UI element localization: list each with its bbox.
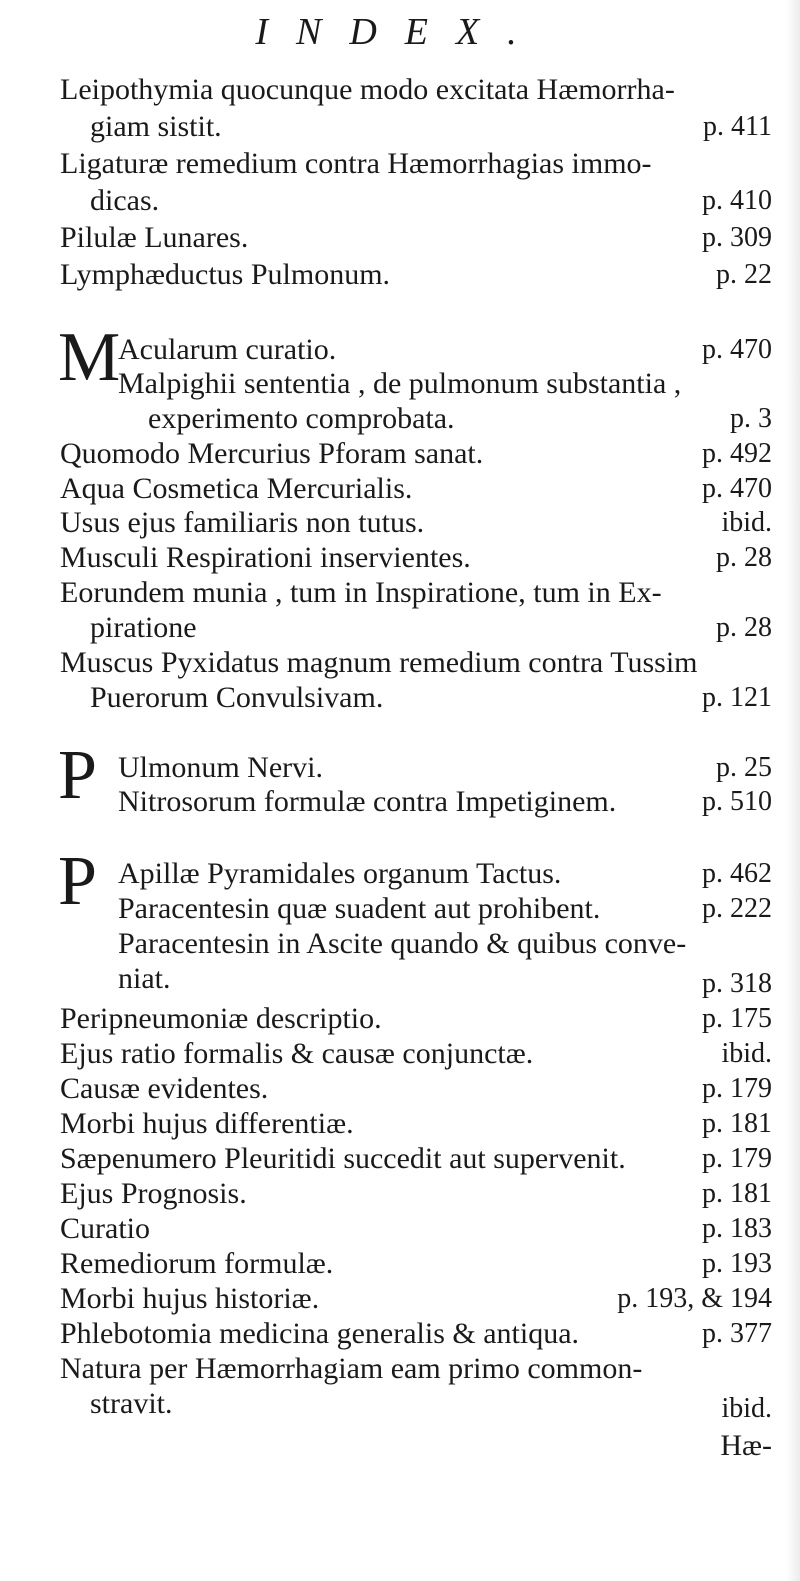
entry-page-ref: ibid. <box>721 1393 772 1424</box>
entry-page-ref: p. 179 <box>702 1143 772 1174</box>
entry-text: Usus ejus familiaris non tutus. <box>60 506 425 539</box>
entry-text: Ejus Prognosis. <box>60 1177 247 1210</box>
entry-page-ref: p. 318 <box>702 968 772 999</box>
drop-cap-p: P <box>58 737 97 814</box>
entry-page-ref: p. 411 <box>703 111 772 142</box>
entry-text: Ulmonum Nervi. <box>118 751 323 784</box>
entry-text: Musculi Respirationi inservientes. <box>60 541 471 574</box>
entry-continuation: niat. <box>118 962 171 995</box>
entry-page-ref: p. 181 <box>702 1108 772 1139</box>
entry-text: Muscus Pyxidatus magnum remedium contra Tussim <box>60 646 698 679</box>
entry-page-ref: p. 193, & 194 <box>617 1283 772 1314</box>
entry-text: Aqua Cosmetica Mercurialis. <box>60 472 413 505</box>
page-edge <box>786 0 800 1581</box>
entry-page-ref: p. 462 <box>702 858 772 889</box>
entry-page-ref: p. 222 <box>702 893 772 924</box>
entry-page-ref: p. 175 <box>702 1003 772 1034</box>
entry-continuation: experimento comprobata. <box>148 402 455 435</box>
entry-text: Sæpenumero Pleuritidi succedit aut supervenit. <box>60 1142 626 1175</box>
entry-text: Quomodo Mercurius Pforam sanat. <box>60 437 484 470</box>
entry-page-ref: p. 25 <box>716 752 772 783</box>
entry-text: Nitrosorum formulæ contra Impetiginem. <box>118 785 617 818</box>
entry-text: Natura per Hæmorrhagiam eam primo common- <box>60 1352 643 1385</box>
entry-page-ref: p. 309 <box>702 222 772 253</box>
entry-page-ref: p. 181 <box>702 1178 772 1209</box>
entry-text: Curatio <box>60 1212 150 1245</box>
entry-page-ref: p. 3 <box>730 403 772 434</box>
entry-continuation: Puerorum Convulsivam. <box>90 681 384 714</box>
entry-text: Paracentesin quæ suadent aut prohibent. <box>118 892 601 925</box>
entry-continuation: giam sistit. <box>90 110 222 143</box>
entry-page-ref: p. 193 <box>702 1248 772 1279</box>
entry-text: Causæ evidentes. <box>60 1072 269 1105</box>
entry-text: Lymphæductus Pulmonum. <box>60 258 391 291</box>
entry-text: Ejus ratio formalis & causæ conjunctæ. <box>60 1037 534 1070</box>
entry-page-ref: p. 470 <box>702 473 772 504</box>
entry-page-ref: p. 22 <box>716 259 772 290</box>
entry-text: Malpighii sententia , de pulmonum substantia , <box>118 367 682 400</box>
page-header: INDEX. <box>255 11 545 53</box>
catchword: Hæ- <box>720 1429 772 1462</box>
entry-text: Ligaturæ remedium contra Hæmorrhagias immo- <box>60 147 652 180</box>
entry-page-ref: p. 183 <box>702 1213 772 1244</box>
entry-page-ref: p. 410 <box>702 185 772 216</box>
entry-page-ref: p. 470 <box>702 334 772 365</box>
entry-text: Pilulæ Lunares. <box>60 221 249 254</box>
entry-continuation: dicas. <box>90 184 160 217</box>
entry-page-ref: p. 28 <box>716 612 772 643</box>
entry-page-ref: p. 492 <box>702 438 772 469</box>
entry-page-ref: p. 377 <box>702 1318 772 1349</box>
entry-text: Phlebotomia medicina generalis & antiqua. <box>60 1317 580 1350</box>
entry-text: Morbi hujus historiæ. <box>60 1282 320 1315</box>
entry-text: Apillæ Pyramidales organum Tactus. <box>118 857 562 890</box>
entry-page-ref: ibid. <box>721 1038 772 1069</box>
entry-continuation: stravit. <box>90 1387 173 1420</box>
entry-page-ref: ibid. <box>721 507 772 538</box>
entry-text: Paracentesin in Ascite quando & quibus conve- <box>118 927 687 960</box>
entry-page-ref: p. 510 <box>702 786 772 817</box>
drop-cap-m: M <box>58 319 121 396</box>
entry-text: Acularum curatio. <box>118 333 337 366</box>
entry-text: Leipothymia quocunque modo excitata Hæmorrha- <box>60 73 675 106</box>
entry-text: Eorundem munia , tum in Inspiratione, tum in Ex- <box>60 576 662 609</box>
entry-page-ref: p. 28 <box>716 542 772 573</box>
entry-page-ref: p. 121 <box>702 682 772 713</box>
entry-text: Peripneumoniæ descriptio. <box>60 1002 382 1035</box>
entry-page-ref: p. 179 <box>702 1073 772 1104</box>
entry-continuation: piratione <box>90 611 197 644</box>
entry-text: Morbi hujus differentiæ. <box>60 1107 354 1140</box>
entry-text: Remediorum formulæ. <box>60 1247 334 1280</box>
drop-cap-p: P <box>58 843 97 920</box>
